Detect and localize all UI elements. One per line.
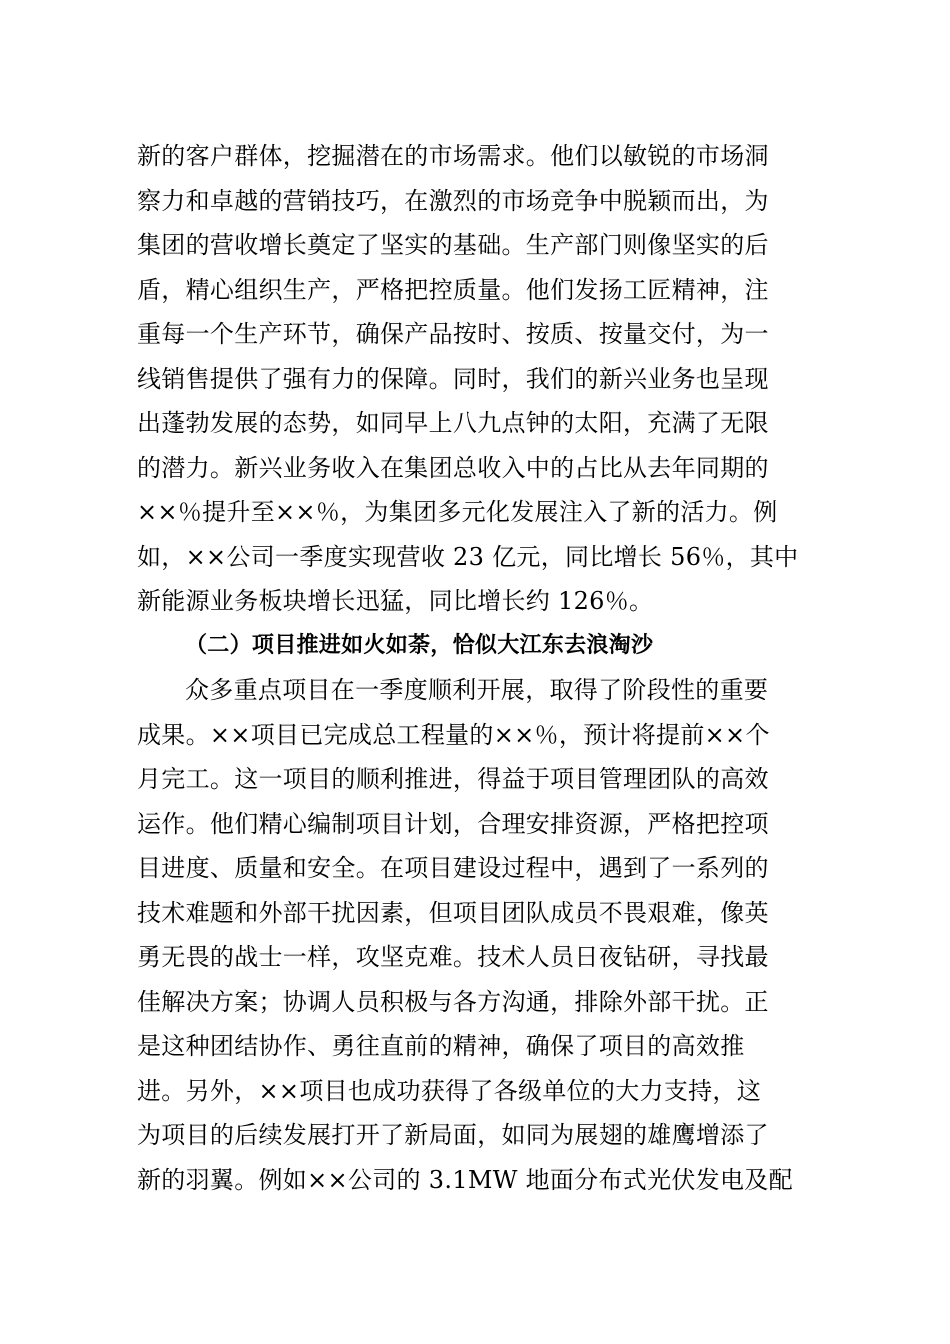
paragraph-line: 是这种团结协作、勇往直前的精神，确保了项目的高效推	[137, 1032, 745, 1060]
paragraph-line: 如，××公司一季度实现营收 23 亿元，同比增长 56％，其中	[137, 542, 799, 571]
paragraph-line: 目进度、质量和安全。在项目建设过程中，遇到了一系列的	[137, 854, 769, 882]
paragraph-line: 新能源业务板块增长迅猛，同比增长约 126％。	[137, 587, 654, 615]
paragraph-line: 重每一个生产环节，确保产品按时、按质、按量交付，为一	[137, 320, 769, 348]
paragraph-line: 新的羽翼。例如××公司的 3.1MW 地面分布式光伏发电及配	[137, 1165, 793, 1194]
paragraph-line: 月完工。这一项目的顺利推进，得益于项目管理团队的高效	[137, 765, 769, 793]
paragraph-line: 为项目的后续发展打开了新局面，如同为展翅的雄鹰增添了	[137, 1121, 769, 1149]
paragraph-line: 佳解决方案；协调人员积极与各方沟通，排除外部干扰。正	[137, 987, 769, 1016]
paragraph-line: 集团的营收增长奠定了坚实的基础。生产部门则像坚实的后	[137, 231, 769, 259]
paragraph-line: 勇无畏的战士一样，攻坚克难。技术人员日夜钻研，寻找最	[137, 943, 769, 971]
paragraph-line: 进。另外，××项目也成功获得了各级单位的大力支持，这	[137, 1076, 762, 1105]
paragraph-line: 运作。他们精心编制项目计划，合理安排资源，严格把控项	[137, 809, 769, 838]
paragraph-line: 出蓬勃发展的态势，如同早上八九点钟的太阳，充满了无限	[137, 409, 769, 437]
section-heading: （二）项目推进如火如荼，恰似大江东去浪淘沙	[185, 633, 654, 658]
paragraph-line: 盾，精心组织生产，严格把控质量。他们发扬工匠精神，注	[137, 275, 769, 304]
paragraph-line: 的潜力。新兴业务收入在集团总收入中的占比从去年同期的	[137, 453, 769, 482]
paragraph-line: 众多重点项目在一季度顺利开展，取得了阶段性的重要	[185, 676, 769, 704]
paragraph-line: 成果。××项目已完成总工程量的××％，预计将提前××个	[137, 720, 770, 749]
paragraph-line: 技术难题和外部干扰因素，但项目团队成员不畏艰难，像英	[137, 898, 769, 927]
paragraph-line: 线销售提供了强有力的保障。同时，我们的新兴业务也呈现	[137, 364, 769, 393]
paragraph-line: 新的客户群体，挖掘潜在的市场需求。他们以敏锐的市场洞	[137, 142, 769, 170]
paragraph-line: ××％提升至××％，为集团多元化发展注入了新的活力。例	[137, 498, 778, 526]
paragraph-revenue	[137, 134, 817, 624]
paragraph-line: 察力和卓越的营销技巧，在激烈的市场竞争中脱颖而出，为	[137, 186, 769, 215]
section-heading-wrapper	[137, 624, 817, 669]
paragraph-projects	[137, 668, 817, 1202]
